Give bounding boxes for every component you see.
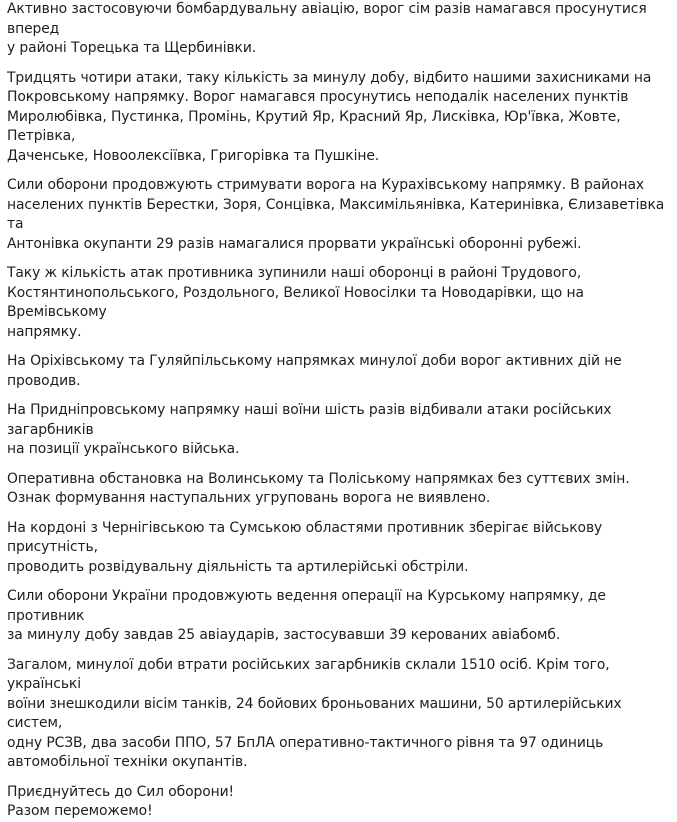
paragraph-kursk: Сили оборони України продовжують ведення операції на Курському напрямку, де противник за минулу добу завдав 25 авіаударів, застосувавши 39 керованих авіабомб.	[7, 588, 606, 643]
paragraph-prydniprovsk: На Придніпровському напрямку наші воїни шість разів відбивали атаки російських загарбників на позиції українського війська.	[7, 402, 612, 457]
paragraph-kurakhove: Сили оборони продовжують стримувати ворога на Курахівському напрямку. В районах населених пунктів Берестки, Зоря, Сонцівка, Максимільянівка, Катеринівка, Єлизаветівка та Антонівка окупанти 29 разів намагалися прорвати українські оборонні рубежі.	[7, 177, 665, 252]
paragraph-chernihiv-sumy: На кордоні з Чернігівською та Сумською областями противник зберігає військову присутність, проводить розвідувальну діяльність та артилерійські обстріли.	[7, 519, 603, 575]
paragraph-orikhiv-huliaipole: На Оріхівському та Гуляйпільському напрямках минулої доби ворог активних дій не проводив.	[7, 353, 622, 389]
paragraph-toretsk: Активно застосовуючи бомбардувальну авіацію, ворог сім разів намагався просунутися вперед у районі Торецька та Щербинівки.	[7, 1, 647, 56]
paragraph-losses: Загалом, минулої доби втрати російських загарбників склали 1510 осіб. Крім того, українські воїни знешкодили вісім танків, 24 бойових броньованих машини, 50 артилерійських систем, одну РСЗВ, два засоби ППО, 57 БпЛА оперативно-тактичного рівня та 97 одиниць автомобільної техніки окупантів.	[7, 656, 622, 770]
post-body	[7, 0, 671, 822]
paragraph-vremivka: Таку ж кількість атак противника зупинили наші оборонці в районі Трудового, Костянтинопольського, Роздольного, Великої Новосілки та Новодарівки, що на Времівському напрямку.	[7, 265, 584, 340]
paragraph-pokrovsk: Тридцять чотири атаки, таку кількість за минулу добу, відбито нашими захисниками на Покровському напрямку. Ворог намагався просунутись неподалік населених пунктів Миролюбівка, Пустинка, Промінь, Крутий Яр, Красний Яр, Лисківка, Юр'ївка, Жовте, Петрівка, Даченське, Новоолексіївка, Григорівка та Пушкіне.	[7, 69, 652, 164]
paragraph-volyn-polissia: Оперативна обстановка на Волинському та Поліському напрямках без суттєвих змін. Ознак формування наступальних угруповань ворога не виявлено.	[7, 470, 630, 506]
paragraph-closing: Приєднуйтесь до Сил оборони! Разом переможемо!	[7, 783, 235, 819]
